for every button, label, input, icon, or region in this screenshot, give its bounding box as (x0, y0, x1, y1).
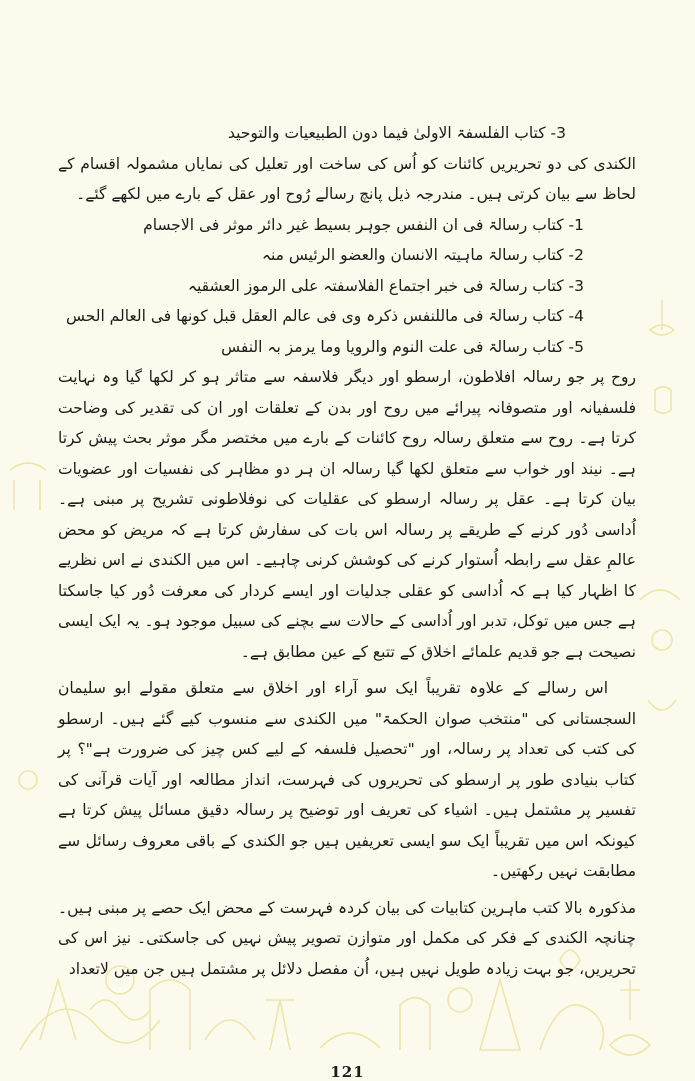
book-list-item-3: 3- کتاب الفلسفۃ الاولیٰ فیما دون الطبیعیات والتوحید (227, 124, 566, 142)
book-list-item-1: 1- کتاب رسالۃ فی ان النفس جوہر بسیط غیر دائر موثر فی الاجسام (143, 215, 584, 234)
page-number: 121 (330, 1063, 365, 1081)
intro-paragraph: الکندی کی دو تحریریں کائنات کو اُس کی ساخت اور تعلیل کی نمایاں مشمولہ اقسام کے لحاظ سے بیان کرتی ہیں۔ مندرجہ ذیل پانچ رسالے رُوح اور عقل کے بارے میں لکھے گئے۔ (58, 154, 636, 203)
book-list-item-2: 2- کتاب رسالۃ ماہیتہ الانسان والعضو الرئیس منہ (261, 246, 584, 264)
page-body (58, 118, 636, 984)
body-paragraph-1: روح پر جو رسالہ افلاطون، ارسطو اور دیگر فلاسفہ سے متاثر ہو کر لکھا گیا وہ نہایت فلسفیانہ اور متصوفانہ پیرائے میں روح اور بدن کے تعلقات اور ان کی تقدیر کی وضاحت کرتا ہے۔ روح سے متعلق رسالہ روح کائنات کے بارے میں مختصر مگر موثر بحث پیش کرتا ہے۔ نیند اور خواب سے متعلق لکھا گیا رسالہ ان ہر دو مظاہر کی نفسیات اور عضویات بیان کرتا ہے۔ عقل پر رسالہ ارسطو کی عقلیات کی نوفلاطونی تشریح پر مبنی ہے۔ اُداسی دُور کرنے کے طریقے پر رسالہ اس بات کی سفارش کرتا ہے کہ مریض کو محض عالمِ عقل سے رابطہ اُستوار کرنے کی کوشش کرنی چاہیے۔ اس میں الکندی نے اس نظریے کا اظہار کیا ہے کہ اُداسی کو عقلی جدلیات اور ایسے کردار کی معرفت دُور کیا جاسکتا ہے جس میں توکل، تدبر اور اُداسی کے حالات سے بچنے کی سبیل موجود ہو۔ یہ ایک ایسی نصیحت ہے جو قدیم علمائے اخلاق کے تتبع کے عین مطابق ہے۔ (58, 368, 636, 661)
book-list-item-3b: 3- کتاب رسالۃ فی خبر اجتماع الفلاسفتہ علی الرموز العشقیہ (187, 276, 584, 295)
book-list-item-4: 4- کتاب رسالۃ فی ماللنفس ذکرہ وی فی عالم العقل قبل کونھا فی العالم الحس (65, 307, 584, 325)
body-paragraph-2: اس رسالے کے علاوہ تقریباً ایک سو آراء اور اخلاق سے متعلق مقولے ابو سلیمان السجستانی کی "منتخب صوان الحکمۃ" میں الکندی سے منسوب کیے گئے ہیں۔ ارسطو کی کتب کی تعداد پر رسالہ، اور "تحصیل فلسفہ کے لیے کس چیز کی ضرورت ہے"؟ پر کتاب بنیادی طور پر ارسطو کی تحریروں کی فہرست، انداز مطالعہ اور آیات قرآنی کی تفسیر پر مشتمل ہیں۔ اشیاء کی تعریف اور توضیح پر رسالہ دقیق مسائل پیش کرتا ہے کیونکہ اس میں تقریباً ایک سو ایسی تعریفیں ہیں جو الکندی کے باقی معروف رسائل سے مطابقت نہیں رکھتیں۔ (58, 679, 636, 880)
body-paragraph-3: مذکورہ بالا کتب ماہرین کتابیات کی بیان کردہ فہرست کے محض ایک حصے پر مبنی ہیں۔ چنانچہ الکندی کے فکر کی مکمل اور متوازن تصویر پیش نہیں کی جاسکتی۔ نیز اس کی تحریریں، جو بہت زیادہ طویل نہیں ہیں، اُن مفصل دلائل پر مشتمل ہیں جن میں لاتعداد (58, 898, 636, 978)
book-list-item-5: 5- کتاب رسالۃ فی علت النوم والرویا وما یرمز بہ النفس (221, 337, 584, 356)
